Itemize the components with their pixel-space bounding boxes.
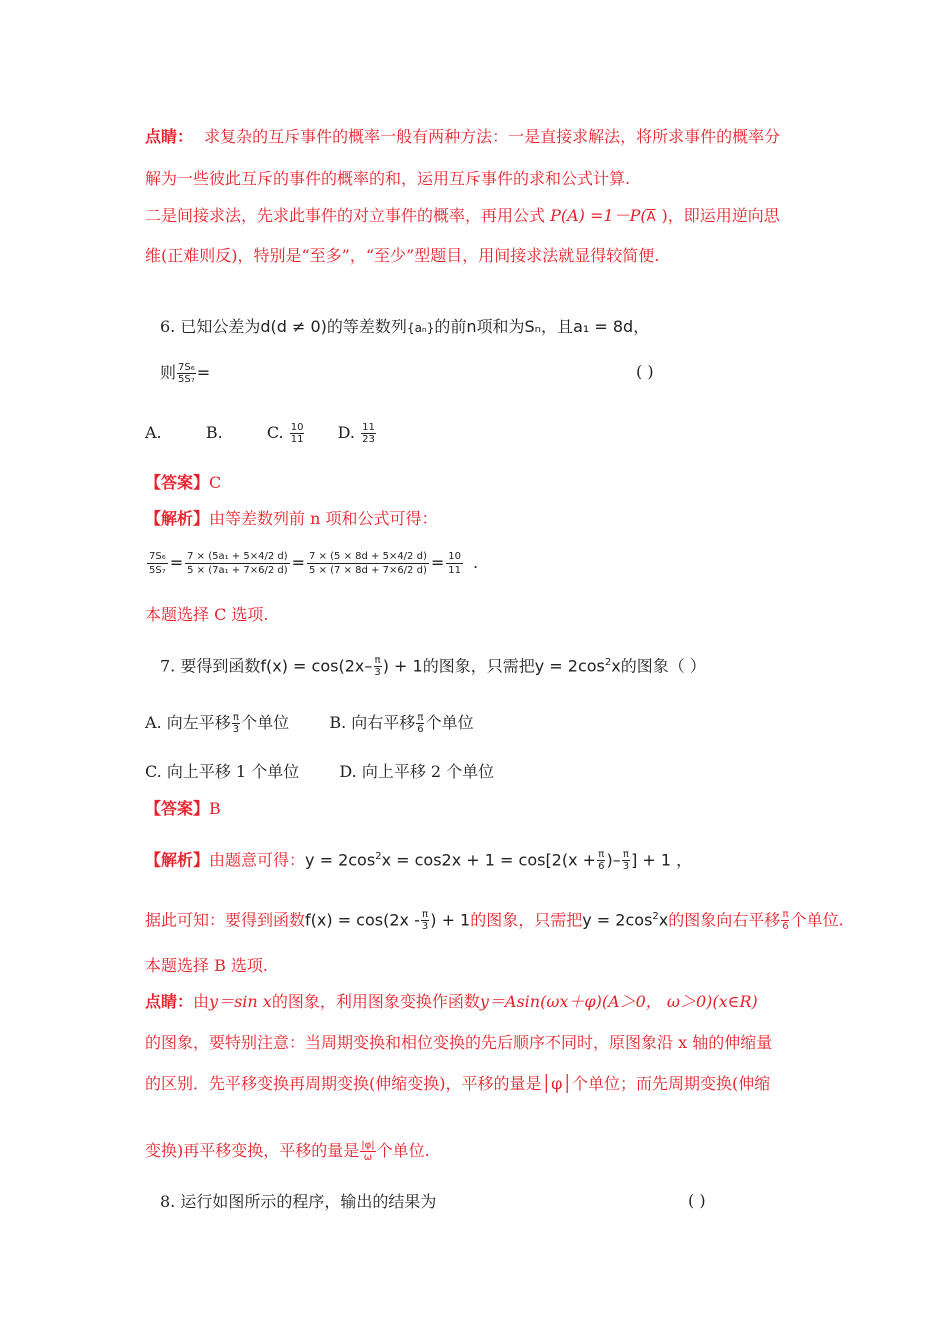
q7-infer-a: 据此可知：要得到函数 [145,910,306,930]
q6-stem-d: d(d ≠ 0) [260,317,327,336]
note2-text1b: y＝sin x [209,992,272,1011]
q7-eq-sup: 2 [375,851,382,862]
q7-opt-b-frac [416,712,424,735]
q6-stem-d2: 项和为 [476,317,525,336]
q6-stem-cond: a₁ = 8d [573,317,634,336]
q7-stem-pi: π [374,655,381,667]
q6-opt-c-frac [290,422,305,445]
q7-options-cd [145,761,494,783]
q7-eq-a: y = 2cos [305,850,376,870]
note1-text3b: )，即运用逆向思 [661,206,780,225]
note2-line4 [145,1140,430,1163]
q6-stem-an: {aₙ} [406,321,435,335]
q7-answer [145,798,221,820]
note2-text2: 的图象，要特别注意：当周期变换和相位变换的先后顺序不同时，原图象沿 x 轴的伸缩量 [145,1033,773,1052]
note2-text1a: 由 [193,992,210,1011]
q6-opt-d-frac [361,422,376,445]
q7-opt-b-tail: 个单位 [425,713,474,732]
q6-paren: ( ) [636,362,654,381]
q6-stem [160,316,649,339]
q6-stem-n: n [466,317,477,336]
q6-stem-c: 的前 [434,317,467,336]
q6-eq-lhs-den: 5S₇ [149,565,166,576]
q7-infer-pi: π [422,909,429,921]
q7-opt-b-den: 6 [417,724,424,735]
q7-infer-y-sup: 2 [652,911,659,922]
note2-label: 点睛： [145,992,194,1011]
q7-eq-3: 3 [622,861,630,873]
note2-text3: 的区别．先平移变换再周期变换(伸缩变换)，平移的量是│φ│个单位；而先周期变换(伸缩 [145,1074,771,1093]
note1-formula: P(A) =1－P( [550,206,647,225]
note1-text4: 维(正难则反)，特别是“至多”，“至少”型题目，用间接求法就显得较简便. [145,246,660,265]
q7-stem-f2: ) + 1 [382,656,423,676]
q7-opt-a: A. 向左平移 [145,713,231,732]
q6-eq-f2 [307,550,429,577]
q6-eq-res [446,550,463,577]
q6-eq-f2-den: 5 × (7 × 8d + 7×6/2 d) [309,565,427,576]
q6-analysis-label: 【解析】 [145,509,210,528]
q7-analysis-text: 由题意可得： [209,850,306,870]
q7-eq-pi1: π [598,849,605,861]
q6-ask [160,362,210,385]
note2-num: |φ| [361,1140,375,1151]
q7-stem-f: f(x) = cos(2x– [260,656,373,676]
q8-stem-text: 8. 运行如图所示的程序，输出的结果为 [160,1192,437,1211]
q7-opt-b: B. 向右平移 [329,713,416,732]
q6-eq-res-den: 11 [448,565,461,576]
q7-infer-y: y = 2cos [582,910,653,930]
q7-infer-f: f(x) = cos(2x - [305,910,420,930]
q7-stem-y2: x [611,656,621,676]
note2-text4b: 个单位. [376,1141,430,1160]
note1-abar: $\overline{A}$ [646,210,656,225]
q7-infer-b: 的图象，只需把 [470,910,583,930]
q6-opt-b: B. [205,423,223,442]
q6-stem-sn: Sₙ [524,317,542,336]
q6-conclusion [145,604,269,626]
q7-eq-pi2: π [622,849,629,861]
q7-stem-a: 7. 要得到函数 [160,656,261,676]
q6-analysis [145,508,438,530]
note2-text1c: 的图象，利用图象变换作函数 [271,992,480,1011]
q7-eq-frac1 [597,849,605,872]
note1-line4 [145,245,659,267]
q7-stem-3: 3 [374,667,381,679]
note2-line2 [145,1032,772,1054]
q6-eq-f1 [185,550,290,577]
note2-frac [360,1140,375,1163]
q6-opt-d-den: 23 [362,434,375,445]
q7-conclusion-text: 本题选择 B 选项. [145,956,269,975]
q6-answer [145,472,221,494]
q7-stem-y-sup: 2 [604,657,612,668]
q6-stem-e: ，且 [541,317,574,336]
q7-analysis-label: 【解析】 [145,850,210,870]
note1-line2 [145,168,630,190]
note1-text2: 解为一些彼此互斥的事件的概率的和，运用互斥事件的求和公式计算. [145,169,631,188]
q7-infer-pi2: π [782,909,789,921]
q7-opt-a-tail: 个单位 [241,713,290,732]
q7-infer-c: 的图象向右平移 [668,910,781,930]
q7-infer-3: 3 [421,921,429,933]
q7-stem [160,652,706,678]
q6-answer-value: C [209,473,222,492]
q6-eq-lhs-num: 7S₆ [149,551,166,562]
q6-ask-den: 5S₇ [178,374,195,385]
q7-opt-a-den: 3 [232,724,240,735]
note2-text1d: y＝Asin(ωx＋φ)(A＞0， ω＞0)(x∈R) [479,992,758,1011]
note2-line1 [145,991,758,1013]
note1-line1 [145,126,780,148]
q6-ask-eq: = [196,363,211,382]
q6-conclusion-text: 本题选择 C 选项. [145,605,269,624]
q6-eq-res-num: 10 [448,551,461,562]
q7-infer-d: 个单位. [790,910,844,930]
q7-eq-c: )– [606,850,621,870]
q6-eq-f1-num: 7 × (5a₁ + 5×4/2 d) [187,551,288,562]
q7-infer-frac1 [421,909,429,932]
q7-infer-y2: x [658,910,669,930]
note1-text1: 求复杂的互斥事件的概率一般有两种方法：一是直接求解法，将所求事件的概率分 [204,127,781,146]
q6-opt-d-num: 11 [362,422,375,433]
q6-ask-frac [177,362,196,385]
q6-eq-lhs [147,550,168,577]
q6-stem-a: 6. 已知公差为 [160,317,261,336]
q7-opt-d: D. 向上平移 2 个单位 [339,762,495,781]
q6-stem-b: 的等差数列 [326,317,407,336]
q7-eq-frac2 [622,849,630,872]
q7-stem-frac [373,655,381,678]
q7-eq-d: ] + 1 ， [631,850,693,870]
note2-den: ω [363,1152,373,1163]
q6-opt-a: A. [145,423,162,442]
q7-infer-6: 6 [782,921,789,933]
q7-opt-b-num: π [417,712,424,723]
q6-ask-a: 则 [160,363,177,382]
q7-answer-label: 【答案】 [145,799,210,818]
q7-analysis [145,846,692,872]
q6-eq-end: . [472,553,479,572]
q7-opt-c: C. 向上平移 1 个单位 [145,762,300,781]
q6-opt-c: C. [266,423,284,442]
q7-eq-b: x = cos2x + 1 = cos[2(x + [381,850,597,870]
note1-text3a: 二是间接求法，先求此事件的对立事件的概率，再用公式 [145,206,546,225]
q7-conclusion [145,955,268,977]
q7-stem-b: 的图象，只需把 [422,656,535,676]
q6-eq-f2-num: 7 × (5 × 8d + 5×4/2 d) [309,551,427,562]
q8-stem [160,1191,436,1213]
q6-opt-d: D. [337,423,355,442]
q7-stem-y: y = 2cos [534,656,605,676]
note1-label: 点睛： [145,127,194,146]
q7-stem-c: 的图象（ ） [620,656,706,676]
q6-opt-c-num: 10 [290,422,304,433]
q8-paren: ( ) [688,1191,706,1210]
q7-infer-f2: ) + 1 [430,910,471,930]
q6-ask-num: 7S₆ [178,362,195,373]
note1-line3 [145,205,780,229]
q6-opt-c-den: 11 [290,434,304,445]
note2-line3 [145,1073,770,1095]
q7-answer-value: B [209,799,221,818]
q7-opt-a-num: π [232,712,239,723]
q6-eq-f1-den: 5 × (7a₁ + 7×6/2 d) [187,565,288,576]
q6-stem-f: ， [633,317,650,336]
q7-opt-a-frac [232,712,240,735]
q7-eq-61: 6 [598,861,605,873]
q7-options-ab [145,712,474,735]
q6-equation: $\frac{\text{7S₆}}{\text{5S₇}}$ = $\frac{\text{7 × (5a₁ + 5×4/2 d)}}{\text{5 × (7a₁ + 7×6/2 d)}}$ = $\frac{7 \times (5 \times 8d + 5\times 4/2 d)}{5 \times (7 \times 8d + 7\times 6/2 d)}$ = $\frac{10}{11}$ . [149,551,479,576]
q6-analysis-text: 由等差数列前 n 项和公式可得： [209,509,438,528]
q6-options [145,422,377,445]
q7-infer-frac2 [781,909,789,932]
q6-answer-label: 【答案】 [145,473,210,492]
q7-infer [145,906,844,932]
note2-text4a: 变换)再平移变换，平移的量是 [145,1141,360,1160]
